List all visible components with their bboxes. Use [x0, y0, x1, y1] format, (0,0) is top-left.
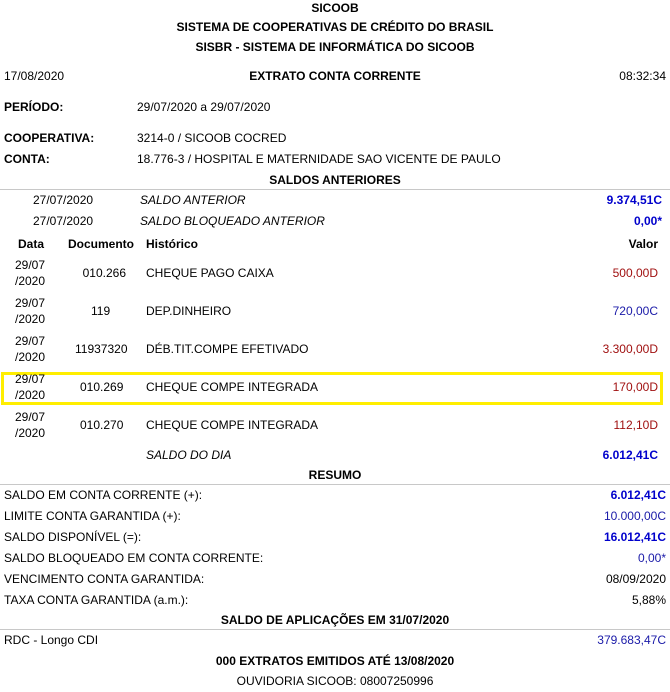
resumo-value: 0,00* — [637, 551, 666, 565]
resumo-label: TAXA CONTA GARANTIDA (a.m.): — [4, 593, 189, 607]
conta-label: CONTA: — [4, 152, 50, 166]
table-row-hist: CHEQUE COMPE INTEGRADA — [146, 380, 319, 394]
col-header-historico: Histórico — [146, 237, 199, 251]
aplicacao-label: RDC - Longo CDI — [4, 633, 99, 647]
ouvidoria: OUVIDORIA SICOOB: 08007250996 — [236, 674, 434, 688]
saldo-anterior-value: 9.374,51C — [606, 193, 662, 207]
table-row-hist: DÉB.TIT.COMPE EFETIVADO — [146, 342, 309, 356]
col-header-data: Data — [18, 237, 45, 251]
table-row-date-year: /2020 — [15, 350, 46, 364]
saldo-bloqueado-anterior-value: 0,00* — [633, 214, 662, 228]
saldo-bloqueado-anterior-label: SALDO BLOQUEADO ANTERIOR — [140, 214, 325, 228]
table-row-date-day: 29/07 — [15, 296, 46, 310]
saldos-anteriores-title: SALDOS ANTERIORES — [269, 173, 401, 187]
resumo-label: SALDO DISPONÍVEL (=): — [4, 530, 142, 544]
table-row-date-day: 29/07 — [15, 334, 46, 348]
saldo-anterior-date: 27/07/2020 — [33, 193, 94, 207]
table-row-doc: 11937320 — [75, 342, 128, 356]
table-row-date-year: /2020 — [15, 426, 46, 440]
cooperativa-label: COOPERATIVA: — [4, 131, 95, 145]
periodo-label: PERÍODO: — [4, 100, 64, 114]
resumo-value: 6.012,41C — [610, 488, 666, 502]
saldo-anterior-label: SALDO ANTERIOR — [140, 193, 246, 207]
table-row-valor: 500,00D — [612, 266, 658, 280]
aplicacoes-title: SALDO DE APLICAÇÕES EM 31/07/2020 — [220, 613, 450, 627]
table-row-date-year: /2020 — [15, 274, 46, 288]
table-row-doc: 010.266 — [82, 266, 126, 280]
table-row-valor: 112,10D — [613, 418, 658, 432]
table-row-valor: 3.300,00D — [602, 342, 658, 356]
periodo-value: 29/07/2020 a 29/07/2020 — [137, 100, 271, 114]
table-row-valor: 170,00D — [612, 380, 658, 394]
separator — [0, 484, 670, 485]
saldo-dia-value: 6.012,41C — [602, 448, 658, 462]
col-header-valor: Valor — [628, 237, 658, 251]
col-header-documento: Documento — [68, 237, 134, 251]
table-row-date-year: /2020 — [15, 388, 46, 402]
table-row-hist: DEP.DINHEIRO — [146, 304, 232, 318]
report-title: EXTRATO CONTA CORRENTE — [249, 69, 421, 83]
resumo-label: LIMITE CONTA GARANTIDA (+): — [4, 509, 181, 523]
system-title: SISTEMA DE COOPERATIVAS DE CRÉDITO DO BRASIL — [176, 20, 494, 34]
resumo-title: RESUMO — [308, 468, 362, 482]
report-date: 17/08/2020 — [4, 69, 65, 83]
table-row-doc: 119 — [91, 304, 111, 318]
report-time: 08:32:34 — [619, 69, 666, 83]
cooperativa-value: 3214-0 / SICOOB COCRED — [137, 131, 287, 145]
table-row-date-year: /2020 — [15, 312, 46, 326]
table-row-date-day: 29/07 — [15, 410, 46, 424]
resumo-value: 10.000,00C — [603, 509, 666, 523]
table-row-valor: 720,00C — [612, 304, 658, 318]
aplicacao-value: 379.683,47C — [597, 633, 666, 647]
extratos-emitidos: 000 EXTRATOS EMITIDOS ATÉ 13/08/2020 — [215, 654, 455, 668]
table-row-doc: 010.270 — [80, 418, 124, 432]
resumo-value: 5,88% — [631, 593, 666, 607]
resumo-value: 08/09/2020 — [605, 572, 666, 586]
resumo-label: SALDO EM CONTA CORRENTE (+): — [4, 488, 203, 502]
subsystem-title: SISBR - SISTEMA DE INFORMÁTICA DO SICOOB — [195, 40, 475, 54]
table-row-date-day: 29/07 — [15, 372, 46, 386]
separator — [0, 189, 670, 190]
table-row-hist: CHEQUE PAGO CAIXA — [146, 266, 274, 280]
table-row-doc: 010.269 — [80, 380, 124, 394]
saldo-dia-label: SALDO DO DIA — [146, 448, 232, 462]
table-row-date-day: 29/07 — [15, 258, 46, 272]
resumo-label: SALDO BLOQUEADO EM CONTA CORRENTE: — [4, 551, 264, 565]
table-row-hist: CHEQUE COMPE INTEGRADA — [146, 418, 319, 432]
separator — [0, 629, 670, 630]
resumo-value: 16.012,41C — [603, 530, 666, 544]
org-title: SICOOB — [311, 1, 359, 15]
conta-value: 18.776-3 / HOSPITAL E MATERNIDADE SAO VICENTE DE PAULO — [137, 152, 501, 166]
resumo-label: VENCIMENTO CONTA GARANTIDA: — [4, 572, 205, 586]
saldo-bloqueado-anterior-date: 27/07/2020 — [33, 214, 94, 228]
